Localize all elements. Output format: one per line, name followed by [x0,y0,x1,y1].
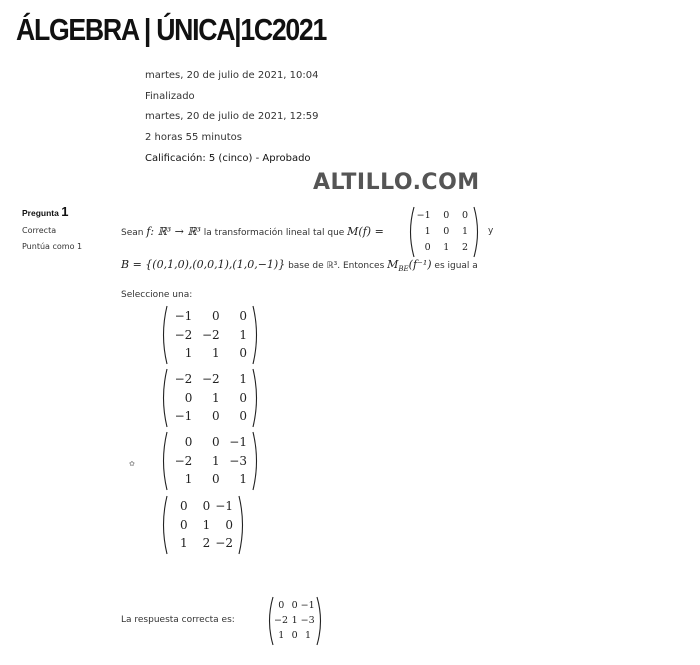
matrix-cell: 1 [291,615,298,627]
question-info [22,204,82,258]
matrix-cell: 1 [424,226,431,238]
matrix-cell: 0 [239,409,247,424]
question-text-line1: Sean f: ℝ³ → ℝ³ la transformación lineal tal que M(f) = [121,225,384,238]
option-d-matrix[interactable] [160,495,246,555]
matrix-cell: −1 [215,498,233,513]
matrix-cell: 0 [443,226,450,238]
right-paren [317,597,321,645]
matrix-cell: 1 [443,242,450,254]
matrix-cell: 0 [180,498,188,513]
mf-expression: M(f) = [347,225,384,238]
right-paren [253,369,257,427]
map-expression: f: ℝ³ → ℝ³ [146,225,201,238]
mbe-expression: $M_{BE}(f^{-1})$ [387,258,432,274]
question-text-line2: B = {(0,1,0),(0,0,1),(1,0,−1)} base de ℝ³. Entonces $M_{BE}(f^{-1})$ es igual a [121,258,478,274]
matrix-cell: 0 [202,498,211,513]
matrix-cell: 0 [278,599,285,611]
matrix-cell: 0 [291,599,298,611]
summary-value: 2 horas 55 minutos [145,132,242,144]
matrix-cell: −2 [215,536,233,551]
correct-answer-label: La respuesta correcta es: [121,615,235,625]
matrix-cell: 1 [202,517,211,532]
matrix-cell: −3 [229,453,247,468]
matrix-cell: 1 [212,390,220,405]
right-paren [239,496,243,554]
question-number: Pregunta 1 [22,204,69,219]
right-paren [253,432,257,490]
matrix-cell: 0 [424,242,431,254]
matrix-cell: 1 [461,226,468,238]
matrix-cell: −1 [174,308,193,323]
right-paren [474,207,478,257]
matrix-cell: 0 [184,390,193,405]
matrix-cell: 1 [239,327,247,342]
matrix-cell: −1 [416,210,431,222]
right-paren [253,306,257,364]
option-c-matrix[interactable] [160,431,260,491]
matrix-cell: 0 [239,346,247,361]
matrix-cell: 1 [212,453,220,468]
option-b-matrix[interactable] [160,368,260,428]
matrix-cell: 1 [304,630,311,642]
matrix-cell: 2 [202,536,211,551]
matrix-cell: 0 [239,308,247,323]
left-paren [164,496,168,554]
left-paren [411,207,415,257]
matrix-cell: 0 [184,434,193,449]
matrix-cell: 2 [461,242,468,254]
matrix-cell: 0 [225,517,233,532]
matrix-cell: 1 [180,536,188,551]
question-points: Puntúa como 1 [22,242,83,251]
left-paren [270,597,274,645]
left-paren [164,306,168,364]
matrix-cell: 0 [180,517,188,532]
matrix-cell: −1 [300,599,315,611]
matrix-cell: 1 [239,371,247,386]
matrix-cell: 1 [184,472,193,487]
matrix-cell: 0 [212,409,220,424]
matrix-cell: −2 [174,327,193,342]
matrix-cell: 0 [291,630,298,642]
matrix-cell: −1 [174,409,193,424]
matrix-cell: 0 [212,472,220,487]
watermark: ALTILLO.COM [313,170,480,195]
matrix-cell: −2 [274,615,289,627]
summary-value: Finalizado [145,90,195,102]
matrix-cell: −1 [229,434,247,449]
summary-value: martes, 20 de julio de 2021, 12:59 [145,111,319,123]
grade-value: Calificación: 5 (cinco) - Aprobado [145,152,311,164]
matrix-cell: −2 [174,453,193,468]
page-title: ÁLGEBRA | ÚNICA|1C2021 [16,12,326,47]
matrix-cell: 1 [278,630,285,642]
left-paren [164,369,168,427]
matrix-cell: 0 [461,210,468,222]
matrix-cell: 0 [212,434,220,449]
option-a-matrix[interactable] [160,305,260,365]
left-paren [164,432,168,490]
basis-expression: B = {(0,1,0),(0,0,1),(1,0,−1)} [121,258,286,271]
select-label: Seleccione una: [121,290,193,300]
question-text-y: y [488,226,494,236]
matrix-cell: 1 [239,472,247,487]
matrix-cell: −2 [201,327,220,342]
mf-matrix [407,206,481,258]
matrix-cell: −2 [174,371,193,386]
radio-selected-icon[interactable]: ✿ [129,460,135,468]
matrix-cell: −2 [201,371,220,386]
summary-value: martes, 20 de julio de 2021, 10:04 [145,70,319,81]
matrix-cell: −3 [300,615,315,627]
matrix-cell: 0 [443,210,450,222]
matrix-cell: 1 [184,346,193,361]
correct-answer-matrix [266,596,324,646]
matrix-cell: 0 [239,390,247,405]
question-status: Correcta [22,226,57,235]
matrix-cell: 0 [212,308,220,323]
matrix-cell: 1 [212,346,220,361]
